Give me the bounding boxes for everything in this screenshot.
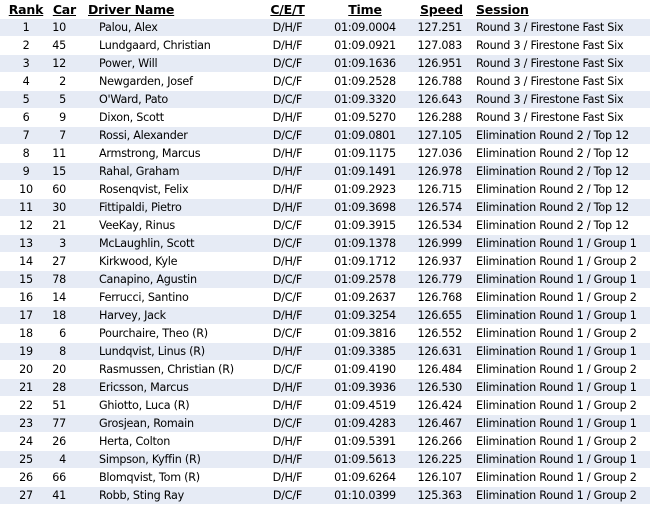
cet-cell: D/C/F bbox=[272, 237, 303, 250]
session-cell: Elimination Round 1 / Group 2 bbox=[476, 489, 637, 502]
cet-cell: D/C/F bbox=[272, 327, 303, 340]
rank-cell: 20 bbox=[19, 363, 33, 376]
session-cell: Elimination Round 2 / Top 12 bbox=[476, 147, 629, 160]
rank-cell: 17 bbox=[19, 309, 33, 322]
rank-cell: 13 bbox=[19, 237, 33, 250]
lap-time-cell: 01:09.5613 bbox=[334, 453, 396, 466]
session-header[interactable]: Session bbox=[476, 0, 650, 19]
session-cell: Elimination Round 1 / Group 2 bbox=[476, 471, 637, 484]
speed-cell: 126.643 bbox=[417, 93, 462, 106]
session-cell: Round 3 / Firestone Fast Six bbox=[476, 93, 624, 106]
cet-cell: D/H/F bbox=[272, 39, 303, 52]
cet-cell: D/C/F bbox=[272, 219, 303, 232]
table-row bbox=[0, 181, 650, 199]
cet-cell: D/C/F bbox=[272, 93, 303, 106]
speed-cell: 126.107 bbox=[417, 471, 462, 484]
car-number-cell: 15 bbox=[52, 165, 66, 178]
rank-cell: 21 bbox=[19, 381, 33, 394]
speed-cell: 126.534 bbox=[417, 219, 462, 232]
table-row bbox=[0, 433, 650, 451]
car-number-cell: 11 bbox=[52, 147, 66, 160]
car-number-cell: 9 bbox=[59, 111, 66, 124]
speed-cell: 127.251 bbox=[417, 21, 462, 34]
cet-cell: D/H/F bbox=[272, 21, 303, 34]
rank-cell: 19 bbox=[19, 345, 33, 358]
driver-name-cell: Dixon, Scott bbox=[99, 111, 164, 124]
driver-name-cell: McLaughlin, Scott bbox=[99, 237, 195, 250]
speed-cell: 126.937 bbox=[417, 255, 462, 268]
speed-cell: 126.631 bbox=[417, 345, 462, 358]
table-row bbox=[0, 325, 650, 343]
cet-cell: D/H/F bbox=[272, 435, 303, 448]
driver-name-cell: Pourchaire, Theo (R) bbox=[99, 327, 208, 340]
session-cell: Elimination Round 1 / Group 1 bbox=[476, 273, 637, 286]
lap-time-cell: 01:09.2578 bbox=[334, 273, 396, 286]
speed-cell: 126.424 bbox=[417, 399, 462, 412]
car-number-cell: 77 bbox=[52, 417, 66, 430]
car-number-cell: 12 bbox=[52, 57, 66, 70]
lap-time-cell: 01:09.3385 bbox=[334, 345, 396, 358]
car-number-cell: 27 bbox=[52, 255, 66, 268]
cet-cell: D/C/F bbox=[272, 489, 303, 502]
speed-cell: 126.715 bbox=[417, 183, 462, 196]
rank-cell: 2 bbox=[22, 39, 30, 52]
table-row bbox=[0, 361, 650, 379]
table-row bbox=[0, 73, 650, 91]
lap-time-cell: 01:09.5391 bbox=[334, 435, 396, 448]
rank-cell: 16 bbox=[19, 291, 33, 304]
driver-name-cell: Fittipaldi, Pietro bbox=[99, 201, 182, 214]
driver-name-cell: Blomqvist, Tom (R) bbox=[99, 471, 200, 484]
car-number-cell: 60 bbox=[52, 183, 66, 196]
rank-cell: 15 bbox=[19, 273, 33, 286]
lap-time-cell: 01:10.0399 bbox=[334, 489, 396, 502]
session-cell: Elimination Round 1 / Group 2 bbox=[476, 435, 637, 448]
car-number-cell: 14 bbox=[52, 291, 66, 304]
driver-name-cell: Rasmussen, Christian (R) bbox=[99, 363, 234, 376]
speed-cell: 126.999 bbox=[417, 237, 462, 250]
rank-cell: 24 bbox=[19, 435, 33, 448]
driver-name-cell: Lundqvist, Linus (R) bbox=[99, 345, 205, 358]
session-cell: Elimination Round 2 / Top 12 bbox=[476, 165, 629, 178]
time-header[interactable]: Time bbox=[320, 0, 410, 19]
driver-name-cell: Grosjean, Romain bbox=[99, 417, 194, 430]
cet-cell: D/C/F bbox=[272, 291, 303, 304]
rank-header[interactable]: Rank bbox=[0, 0, 52, 19]
cet-cell: D/H/F bbox=[272, 309, 303, 322]
speed-cell: 126.788 bbox=[417, 75, 462, 88]
cet-cell: D/C/F bbox=[272, 57, 303, 70]
table-row bbox=[0, 343, 650, 361]
speed-cell: 125.363 bbox=[417, 489, 462, 502]
lap-time-cell: 01:09.3254 bbox=[334, 309, 396, 322]
table-row bbox=[0, 415, 650, 433]
cet-cell: D/H/F bbox=[272, 201, 303, 214]
rank-cell: 5 bbox=[22, 93, 30, 106]
driver-name-cell: Simpson, Kyffin (R) bbox=[99, 453, 201, 466]
speed-cell: 126.655 bbox=[417, 309, 462, 322]
cet-cell: D/H/F bbox=[272, 183, 303, 196]
rank-cell: 1 bbox=[22, 21, 30, 34]
speed-cell: 126.768 bbox=[417, 291, 462, 304]
car-number-cell: 3 bbox=[59, 237, 66, 250]
driver-name-cell: Power, Will bbox=[99, 57, 158, 70]
table-row bbox=[0, 253, 650, 271]
rank-cell: 4 bbox=[22, 75, 30, 88]
cet-cell: D/C/F bbox=[272, 417, 303, 430]
lap-time-cell: 01:09.6264 bbox=[334, 471, 396, 484]
car-number-cell: 5 bbox=[59, 93, 66, 106]
lap-time-cell: 01:09.1491 bbox=[334, 165, 396, 178]
table-row bbox=[0, 271, 650, 289]
speed-cell: 126.574 bbox=[417, 201, 462, 214]
header-row bbox=[0, 0, 650, 19]
speed-cell: 126.288 bbox=[417, 111, 462, 124]
session-cell: Round 3 / Firestone Fast Six bbox=[476, 75, 624, 88]
lap-time-cell: 01:09.3698 bbox=[334, 201, 396, 214]
session-cell: Elimination Round 1 / Group 2 bbox=[476, 327, 637, 340]
session-cell: Elimination Round 2 / Top 12 bbox=[476, 183, 629, 196]
speed-cell: 126.467 bbox=[417, 417, 462, 430]
driver-name-cell: Rahal, Graham bbox=[99, 165, 180, 178]
car-number-cell: 2 bbox=[59, 75, 66, 88]
lap-time-cell: 01:09.4190 bbox=[334, 363, 396, 376]
speed-cell: 127.105 bbox=[417, 129, 462, 142]
cet-cell: D/C/F bbox=[272, 273, 303, 286]
cet-cell: D/H/F bbox=[272, 255, 303, 268]
rank-cell: 6 bbox=[22, 111, 30, 124]
results-body bbox=[0, 19, 650, 505]
session-cell: Elimination Round 1 / Group 1 bbox=[476, 237, 637, 250]
cet-header[interactable]: C/E/T bbox=[255, 0, 320, 19]
session-cell: Round 3 / Firestone Fast Six bbox=[476, 39, 624, 52]
cet-cell: D/H/F bbox=[272, 381, 303, 394]
driver-name-cell: Rosenqvist, Felix bbox=[99, 183, 189, 196]
driver-name-cell: Rossi, Alexander bbox=[99, 129, 188, 142]
lap-time-cell: 01:09.0004 bbox=[334, 21, 396, 34]
rank-cell: 11 bbox=[19, 201, 33, 214]
table-row bbox=[0, 145, 650, 163]
rank-cell: 8 bbox=[22, 147, 30, 160]
cet-cell: D/H/F bbox=[272, 399, 303, 412]
car-number-cell: 30 bbox=[52, 201, 66, 214]
session-cell: Elimination Round 1 / Group 1 bbox=[476, 417, 637, 430]
driver-name-cell: Armstrong, Marcus bbox=[99, 147, 201, 160]
table-row bbox=[0, 451, 650, 469]
car-number-cell: 78 bbox=[52, 273, 66, 286]
speed-cell: 126.225 bbox=[417, 453, 462, 466]
speed-cell: 126.552 bbox=[417, 327, 462, 340]
car-header[interactable]: Car bbox=[52, 0, 86, 19]
session-cell: Elimination Round 2 / Top 12 bbox=[476, 201, 629, 214]
driver-name-cell: Harvey, Jack bbox=[99, 309, 166, 322]
driver-name-cell: O'Ward, Pato bbox=[99, 93, 169, 106]
car-number-cell: 26 bbox=[52, 435, 66, 448]
driver-name-cell: Ferrucci, Santino bbox=[99, 291, 189, 304]
driver-name-header[interactable]: Driver Name bbox=[86, 0, 255, 19]
session-cell: Elimination Round 1 / Group 2 bbox=[476, 291, 637, 304]
driver-name-cell: Palou, Alex bbox=[99, 21, 158, 34]
lap-time-cell: 01:09.3816 bbox=[334, 327, 396, 340]
table-row bbox=[0, 91, 650, 109]
cet-cell: D/C/F bbox=[272, 129, 303, 142]
table-row bbox=[0, 487, 650, 505]
speed-cell: 126.978 bbox=[417, 165, 462, 178]
cet-cell: D/H/F bbox=[272, 147, 303, 160]
table-row bbox=[0, 397, 650, 415]
lap-time-cell: 01:09.1175 bbox=[334, 147, 396, 160]
lap-time-cell: 01:09.0801 bbox=[334, 129, 396, 142]
car-number-cell: 20 bbox=[52, 363, 66, 376]
lap-time-cell: 01:09.2637 bbox=[334, 291, 396, 304]
table-row bbox=[0, 19, 650, 37]
rank-cell: 10 bbox=[19, 183, 33, 196]
session-cell: Elimination Round 2 / Top 12 bbox=[476, 129, 629, 142]
car-number-cell: 41 bbox=[52, 489, 66, 502]
lap-time-cell: 01:09.3320 bbox=[334, 93, 396, 106]
lap-time-cell: 01:09.1378 bbox=[334, 237, 396, 250]
driver-name-cell: Kirkwood, Kyle bbox=[99, 255, 178, 268]
car-number-cell: 4 bbox=[59, 453, 66, 466]
rank-cell: 9 bbox=[22, 165, 30, 178]
driver-name-cell: Robb, Sting Ray bbox=[99, 489, 185, 502]
table-row bbox=[0, 199, 650, 217]
lap-time-cell: 01:09.0921 bbox=[334, 39, 396, 52]
table-row bbox=[0, 379, 650, 397]
lap-time-cell: 01:09.3936 bbox=[334, 381, 396, 394]
session-cell: Elimination Round 1 / Group 2 bbox=[476, 399, 637, 412]
car-number-cell: 21 bbox=[52, 219, 66, 232]
speed-cell: 126.779 bbox=[417, 273, 462, 286]
session-cell: Elimination Round 1 / Group 2 bbox=[476, 363, 637, 376]
table-row bbox=[0, 127, 650, 145]
driver-name-cell: VeeKay, Rinus bbox=[99, 219, 175, 232]
lap-time-cell: 01:09.4519 bbox=[334, 399, 396, 412]
speed-header[interactable]: Speed bbox=[410, 0, 476, 19]
lap-time-cell: 01:09.5270 bbox=[334, 111, 396, 124]
driver-name-cell: Lundgaard, Christian bbox=[99, 39, 211, 52]
session-cell: Elimination Round 1 / Group 1 bbox=[476, 453, 637, 466]
car-number-cell: 18 bbox=[52, 309, 66, 322]
rank-cell: 12 bbox=[19, 219, 33, 232]
lap-time-cell: 01:09.2528 bbox=[334, 75, 396, 88]
driver-name-cell: Ghiotto, Luca (R) bbox=[99, 399, 190, 412]
cet-cell: D/C/F bbox=[272, 75, 303, 88]
table-row bbox=[0, 289, 650, 307]
car-number-cell: 66 bbox=[52, 471, 66, 484]
speed-cell: 126.530 bbox=[417, 381, 462, 394]
driver-name-cell: Canapino, Agustin bbox=[99, 273, 197, 286]
driver-name-cell: Ericsson, Marcus bbox=[99, 381, 189, 394]
rank-cell: 25 bbox=[19, 453, 33, 466]
cet-cell: D/H/F bbox=[272, 111, 303, 124]
session-cell: Elimination Round 2 / Top 12 bbox=[476, 219, 629, 232]
driver-name-cell: Herta, Colton bbox=[99, 435, 171, 448]
car-number-cell: 28 bbox=[52, 381, 66, 394]
session-cell: Round 3 / Firestone Fast Six bbox=[476, 111, 624, 124]
table-row bbox=[0, 37, 650, 55]
rank-cell: 23 bbox=[19, 417, 33, 430]
cet-cell: D/H/F bbox=[272, 165, 303, 178]
rank-cell: 27 bbox=[19, 489, 33, 502]
lap-time-cell: 01:09.1712 bbox=[334, 255, 396, 268]
car-number-cell: 51 bbox=[52, 399, 66, 412]
speed-cell: 127.083 bbox=[417, 39, 462, 52]
rank-cell: 7 bbox=[22, 129, 30, 142]
lap-time-cell: 01:09.1636 bbox=[334, 57, 396, 70]
speed-cell: 126.951 bbox=[417, 57, 462, 70]
table-row bbox=[0, 163, 650, 181]
session-cell: Elimination Round 1 / Group 2 bbox=[476, 255, 637, 268]
speed-cell: 126.484 bbox=[417, 363, 462, 376]
cet-cell: D/H/F bbox=[272, 453, 303, 466]
table-row bbox=[0, 307, 650, 325]
session-cell: Round 3 / Firestone Fast Six bbox=[476, 21, 624, 34]
cet-cell: D/H/F bbox=[272, 345, 303, 358]
rank-cell: 14 bbox=[19, 255, 33, 268]
car-number-cell: 6 bbox=[59, 327, 66, 340]
rank-cell: 26 bbox=[19, 471, 33, 484]
session-cell: Elimination Round 1 / Group 1 bbox=[476, 381, 637, 394]
table-row bbox=[0, 235, 650, 253]
lap-time-cell: 01:09.3915 bbox=[334, 219, 396, 232]
car-number-cell: 10 bbox=[52, 21, 66, 34]
cet-cell: D/C/F bbox=[272, 363, 303, 376]
session-cell: Round 3 / Firestone Fast Six bbox=[476, 57, 624, 70]
lap-time-cell: 01:09.2923 bbox=[334, 183, 396, 196]
rank-cell: 22 bbox=[19, 399, 33, 412]
speed-cell: 126.266 bbox=[417, 435, 462, 448]
session-cell: Elimination Round 1 / Group 1 bbox=[476, 345, 637, 358]
car-number-cell: 8 bbox=[59, 345, 66, 358]
table-row bbox=[0, 109, 650, 127]
table-row bbox=[0, 469, 650, 487]
driver-name-cell: Newgarden, Josef bbox=[99, 75, 193, 88]
speed-cell: 127.036 bbox=[417, 147, 462, 160]
car-number-cell: 45 bbox=[52, 39, 66, 52]
session-cell: Elimination Round 1 / Group 1 bbox=[476, 309, 637, 322]
table-row bbox=[0, 55, 650, 73]
cet-cell: D/H/F bbox=[272, 471, 303, 484]
table-row bbox=[0, 217, 650, 235]
lap-time-cell: 01:09.4283 bbox=[334, 417, 396, 430]
rank-cell: 18 bbox=[19, 327, 33, 340]
car-number-cell: 7 bbox=[59, 129, 66, 142]
rank-cell: 3 bbox=[22, 57, 30, 70]
